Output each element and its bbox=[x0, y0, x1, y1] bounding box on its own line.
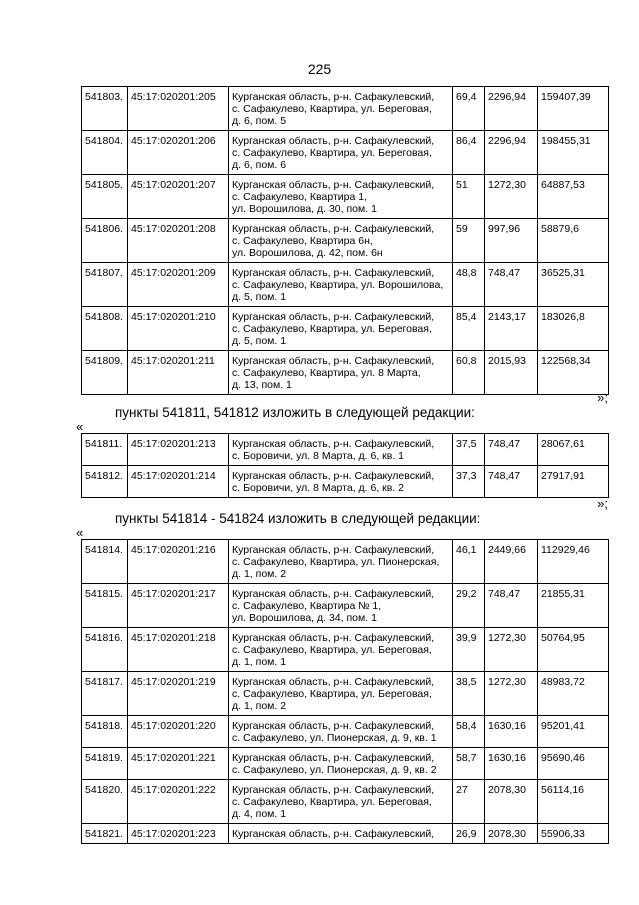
registry-table-3 bbox=[81, 539, 609, 844]
closing-quote: »; bbox=[597, 390, 608, 405]
area-cell: 58,7 bbox=[453, 748, 485, 780]
cadastral-number-cell: 45:17:020201:223 bbox=[128, 824, 229, 844]
table-row bbox=[82, 131, 609, 175]
address-cell: Курганская область, р-н. Сафакулевский, с. Сафакулево, ул. Пионерская, д. 9, кв. 1 bbox=[229, 716, 453, 748]
address-cell: Курганская область, р-н. Сафакулевский, с. Сафакулево, Квартира, ул. 8 Марта, д. 13, пом. 1 bbox=[229, 351, 453, 395]
item-number-cell: 541811. bbox=[82, 434, 128, 466]
item-number-cell: 541815. bbox=[82, 584, 128, 628]
area-cell: 60,8 bbox=[453, 351, 485, 395]
cadastral-value-cell: 198455,31 bbox=[538, 131, 609, 175]
address-cell: Курганская область, р-н. Сафакулевский, с. Сафакулево, Квартира 6н, ул. Ворошилова, д. 42, пом. 6н bbox=[229, 219, 453, 263]
address-cell: Курганская область, р-н. Сафакулевский, с. Сафакулево, Квартира, ул. Пионерская, д. 1, пом. 2 bbox=[229, 540, 453, 584]
page-number: 225 bbox=[307, 61, 332, 77]
cadastral-number-cell: 45:17:020201:217 bbox=[128, 584, 229, 628]
registry-table-2 bbox=[81, 433, 609, 498]
item-number-cell: 541821. bbox=[82, 824, 128, 844]
area-cell: 59 bbox=[453, 219, 485, 263]
cadastral-value-cell: 112929,46 bbox=[538, 540, 609, 584]
unit-cost-cell: 1272,30 bbox=[485, 175, 538, 219]
address-cell: Курганская область, р-н. Сафакулевский, с. Сафакулево, ул. Пионерская, д. 9, кв. 2 bbox=[229, 748, 453, 780]
table-row bbox=[82, 540, 609, 584]
address-cell: Курганская область, р-н. Сафакулевский, с. Сафакулево, Квартира, ул. Береговая, д. 6, пом. 6 bbox=[229, 131, 453, 175]
table-row bbox=[82, 175, 609, 219]
cadastral-number-cell: 45:17:020201:219 bbox=[128, 672, 229, 716]
unit-cost-cell: 2078,30 bbox=[485, 780, 538, 824]
cadastral-number-cell: 45:17:020201:214 bbox=[128, 466, 229, 498]
item-number-cell: 541804. bbox=[82, 131, 128, 175]
table-row bbox=[82, 628, 609, 672]
cadastral-value-cell: 122568,34 bbox=[538, 351, 609, 395]
item-number-cell: 541812. bbox=[82, 466, 128, 498]
cadastral-number-cell: 45:17:020201:222 bbox=[128, 780, 229, 824]
cadastral-number-cell: 45:17:020201:205 bbox=[128, 87, 229, 131]
item-number-cell: 541806. bbox=[82, 219, 128, 263]
cadastral-number-cell: 45:17:020201:209 bbox=[128, 263, 229, 307]
item-number-cell: 541803. bbox=[82, 87, 128, 131]
cadastral-value-cell: 36525,31 bbox=[538, 263, 609, 307]
area-cell: 46,1 bbox=[453, 540, 485, 584]
cadastral-number-cell: 45:17:020201:208 bbox=[128, 219, 229, 263]
address-cell: Курганская область, р-н. Сафакулевский, с. Сафакулево, Квартира № 1, ул. Ворошилова, д. 34, пом. 1 bbox=[229, 584, 453, 628]
area-cell: 86,4 bbox=[453, 131, 485, 175]
unit-cost-cell: 2296,94 bbox=[485, 131, 538, 175]
item-number-cell: 541805. bbox=[82, 175, 128, 219]
address-cell: Курганская область, р-н. Сафакулевский, с. Сафакулево, Квартира, ул. Ворошилова, д. 5, пом. 1 bbox=[229, 263, 453, 307]
cadastral-number-cell: 45:17:020201:216 bbox=[128, 540, 229, 584]
unit-cost-cell: 748,47 bbox=[485, 466, 538, 498]
cadastral-number-cell: 45:17:020201:213 bbox=[128, 434, 229, 466]
table-row bbox=[82, 466, 609, 498]
area-cell: 51 bbox=[453, 175, 485, 219]
cadastral-value-cell: 21855,31 bbox=[538, 584, 609, 628]
item-number-cell: 541820. bbox=[82, 780, 128, 824]
unit-cost-cell: 1630,16 bbox=[485, 748, 538, 780]
area-cell: 58,4 bbox=[453, 716, 485, 748]
table-row bbox=[82, 584, 609, 628]
address-cell: Курганская область, р-н. Сафакулевский, с. Сафакулево, Квартира 1, ул. Ворошилова, д. 30, пом. 1 bbox=[229, 175, 453, 219]
area-cell: 69,4 bbox=[453, 87, 485, 131]
unit-cost-cell: 748,47 bbox=[485, 263, 538, 307]
closing-quote: »; bbox=[597, 496, 608, 511]
area-cell: 38,5 bbox=[453, 672, 485, 716]
area-cell: 37,3 bbox=[453, 466, 485, 498]
unit-cost-cell: 997,96 bbox=[485, 219, 538, 263]
registry-table-1 bbox=[81, 86, 609, 395]
table-row bbox=[82, 351, 609, 395]
table-row bbox=[82, 219, 609, 263]
address-cell: Курганская область, р-н. Сафакулевский, с. Сафакулево, Квартира, ул. Береговая, д. 6, пом. 5 bbox=[229, 87, 453, 131]
table-row bbox=[82, 87, 609, 131]
unit-cost-cell: 748,47 bbox=[485, 584, 538, 628]
address-cell: Курганская область, р-н. Сафакулевский, bbox=[229, 824, 453, 844]
cadastral-number-cell: 45:17:020201:221 bbox=[128, 748, 229, 780]
table-row bbox=[82, 434, 609, 466]
cadastral-value-cell: 159407,39 bbox=[538, 87, 609, 131]
cadastral-value-cell: 95690,46 bbox=[538, 748, 609, 780]
unit-cost-cell: 2449,66 bbox=[485, 540, 538, 584]
cadastral-value-cell: 56114,16 bbox=[538, 780, 609, 824]
opening-quote: « bbox=[76, 525, 84, 540]
unit-cost-cell: 1272,30 bbox=[485, 672, 538, 716]
item-number-cell: 541819. bbox=[82, 748, 128, 780]
table-row bbox=[82, 307, 609, 351]
cadastral-value-cell: 50764,95 bbox=[538, 628, 609, 672]
area-cell: 39,9 bbox=[453, 628, 485, 672]
cadastral-value-cell: 64887,53 bbox=[538, 175, 609, 219]
table-row bbox=[82, 672, 609, 716]
cadastral-number-cell: 45:17:020201:218 bbox=[128, 628, 229, 672]
cadastral-number-cell: 45:17:020201:207 bbox=[128, 175, 229, 219]
item-number-cell: 541817. bbox=[82, 672, 128, 716]
amendment-instruction: пункты 541811, 541812 изложить в следующей редакции: bbox=[115, 405, 475, 420]
address-cell: Курганская область, р-н. Сафакулевский, с. Сафакулево, Квартира, ул. Береговая, д. 1, пом. 2 bbox=[229, 672, 453, 716]
address-cell: Курганская область, р-н. Сафакулевский, с. Сафакулево, Квартира, ул. Береговая, д. 4, пом. 1 bbox=[229, 780, 453, 824]
area-cell: 29,2 bbox=[453, 584, 485, 628]
item-number-cell: 541818. bbox=[82, 716, 128, 748]
cadastral-number-cell: 45:17:020201:206 bbox=[128, 131, 229, 175]
opening-quote: « bbox=[76, 419, 84, 434]
item-number-cell: 541809. bbox=[82, 351, 128, 395]
unit-cost-cell: 748,47 bbox=[485, 434, 538, 466]
item-number-cell: 541808. bbox=[82, 307, 128, 351]
cadastral-value-cell: 48983,72 bbox=[538, 672, 609, 716]
address-cell: Курганская область, р-н. Сафакулевский, с. Боровичи, ул. 8 Марта, д. 6, кв. 2 bbox=[229, 466, 453, 498]
cadastral-value-cell: 28067,61 bbox=[538, 434, 609, 466]
area-cell: 48,8 bbox=[453, 263, 485, 307]
unit-cost-cell: 1630,16 bbox=[485, 716, 538, 748]
address-cell: Курганская область, р-н. Сафакулевский, с. Сафакулево, Квартира, ул. Береговая, д. 1, пом. 1 bbox=[229, 628, 453, 672]
unit-cost-cell: 2015,93 bbox=[485, 351, 538, 395]
cadastral-value-cell: 27917,91 bbox=[538, 466, 609, 498]
area-cell: 85,4 bbox=[453, 307, 485, 351]
item-number-cell: 541816. bbox=[82, 628, 128, 672]
cadastral-value-cell: 183026,8 bbox=[538, 307, 609, 351]
cadastral-number-cell: 45:17:020201:211 bbox=[128, 351, 229, 395]
area-cell: 27 bbox=[453, 780, 485, 824]
cadastral-number-cell: 45:17:020201:210 bbox=[128, 307, 229, 351]
address-cell: Курганская область, р-н. Сафакулевский, с. Сафакулево, Квартира, ул. Береговая, д. 5, пом. 1 bbox=[229, 307, 453, 351]
table-row bbox=[82, 780, 609, 824]
table-row bbox=[82, 748, 609, 780]
cadastral-value-cell: 58879,6 bbox=[538, 219, 609, 263]
cadastral-number-cell: 45:17:020201:220 bbox=[128, 716, 229, 748]
table-row bbox=[82, 263, 609, 307]
amendment-instruction: пункты 541814 - 541824 изложить в следующей редакции: bbox=[115, 511, 481, 526]
area-cell: 37,5 bbox=[453, 434, 485, 466]
cadastral-value-cell: 55906,33 bbox=[538, 824, 609, 844]
cadastral-value-cell: 95201,41 bbox=[538, 716, 609, 748]
unit-cost-cell: 2078,30 bbox=[485, 824, 538, 844]
unit-cost-cell: 2143,17 bbox=[485, 307, 538, 351]
unit-cost-cell: 1272,30 bbox=[485, 628, 538, 672]
table-row bbox=[82, 716, 609, 748]
table-row bbox=[82, 824, 609, 844]
item-number-cell: 541814. bbox=[82, 540, 128, 584]
unit-cost-cell: 2296,94 bbox=[485, 87, 538, 131]
item-number-cell: 541807. bbox=[82, 263, 128, 307]
address-cell: Курганская область, р-н. Сафакулевский, с. Боровичи, ул. 8 Марта, д. 6, кв. 1 bbox=[229, 434, 453, 466]
area-cell: 26,9 bbox=[453, 824, 485, 844]
